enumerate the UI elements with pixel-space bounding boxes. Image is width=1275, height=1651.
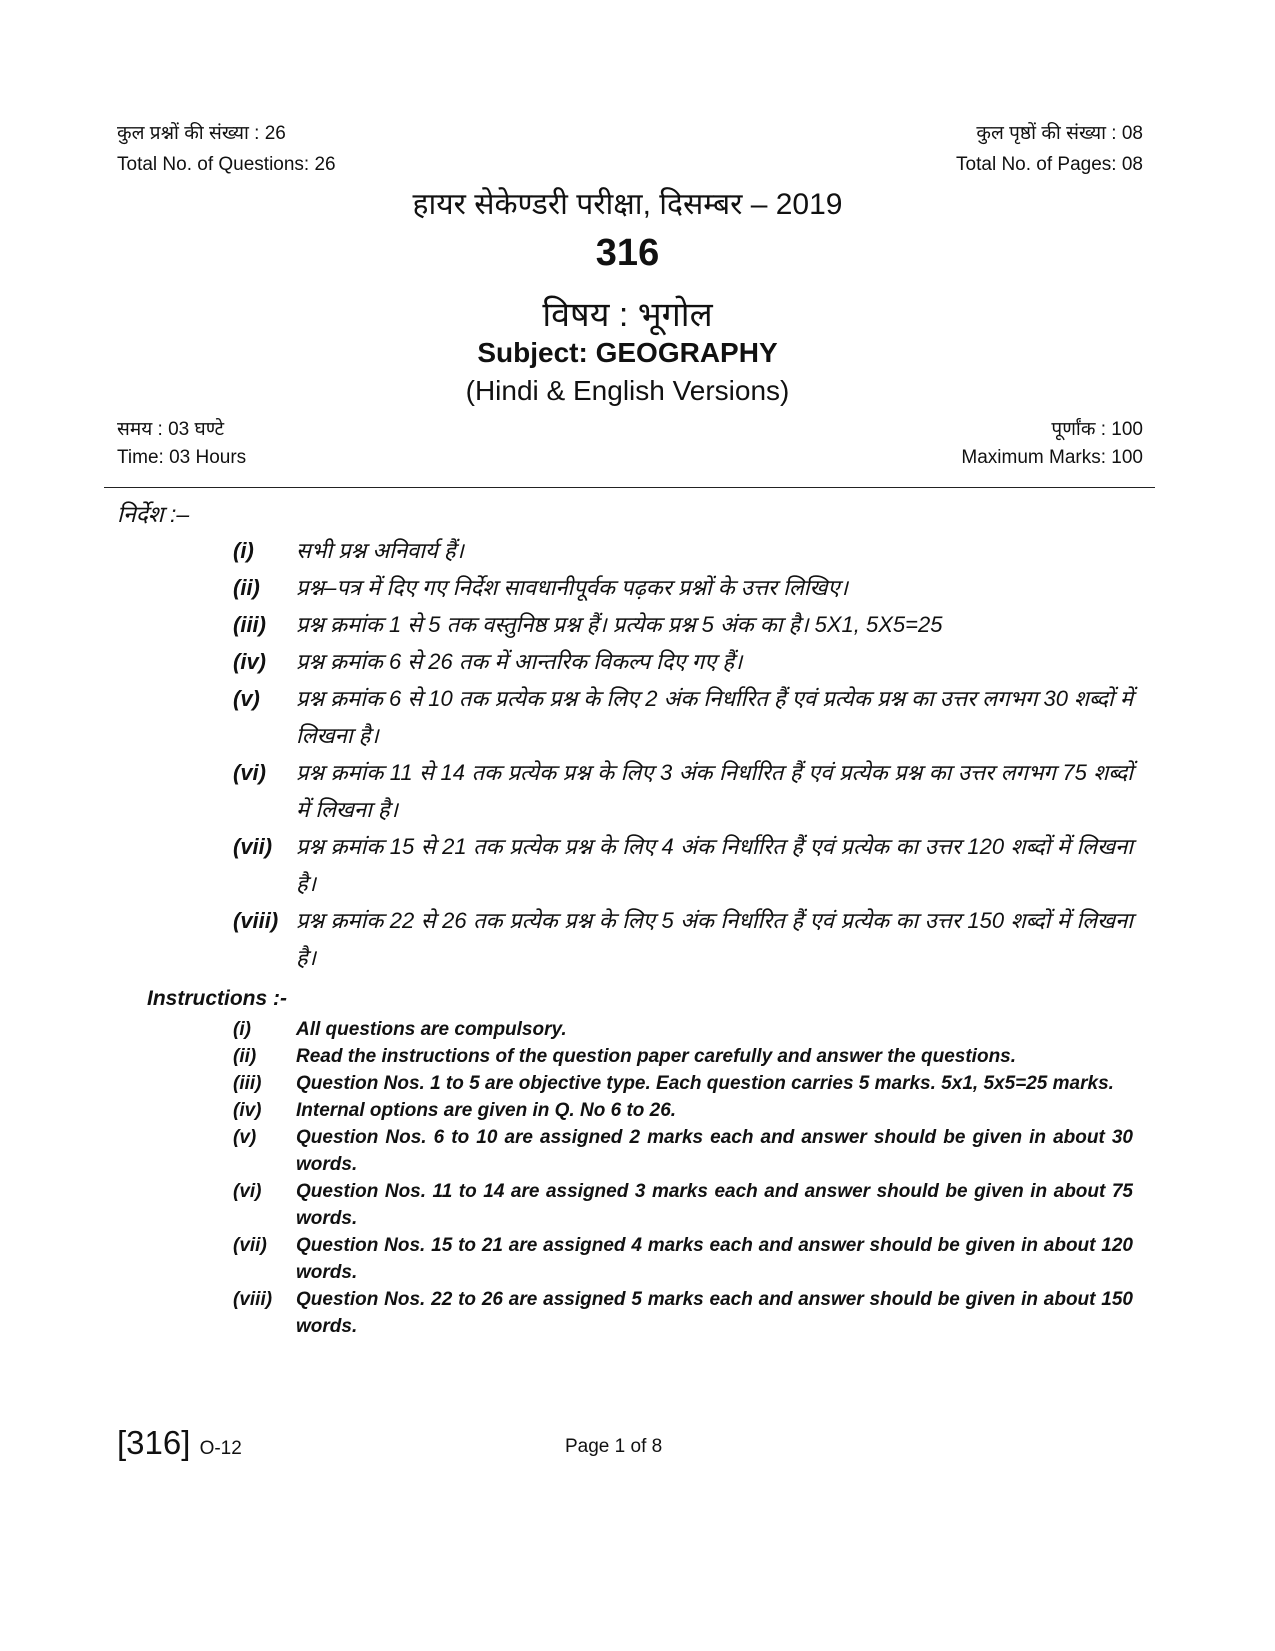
- item-number: (ii): [233, 575, 260, 600]
- footer-paper-code: [117, 1424, 242, 1462]
- item-number: (vii): [233, 834, 273, 859]
- question-count-english: Total No. of Questions: 26: [117, 154, 336, 175]
- item-number: (viii): [233, 908, 279, 933]
- item-text: सभी प्रश्न अनिवार्य हैं।: [296, 538, 464, 563]
- item-number: (vi): [233, 1181, 262, 1202]
- header-divider: [104, 487, 1155, 488]
- list-item: [233, 1070, 1133, 1097]
- marks-hindi: पूर्णांक : 100: [1051, 419, 1143, 440]
- list-item: [233, 1232, 1133, 1286]
- subject-hindi: विषय : भूगोल: [542, 296, 713, 334]
- item-number: (i): [233, 538, 254, 563]
- english-instructions-heading: Instructions :-: [147, 987, 287, 1010]
- versions-note: (Hindi & English Versions): [465, 375, 790, 406]
- list-item: [233, 1097, 1133, 1124]
- list-item: [233, 1124, 1133, 1178]
- item-number: (v): [233, 1127, 257, 1148]
- question-count-hindi: कुल प्रश्नों की संख्या : 26: [117, 123, 286, 144]
- item-number: (viii): [233, 1289, 273, 1310]
- paper-code: 316: [595, 232, 660, 274]
- question-count-block: [117, 118, 336, 180]
- item-text: All questions are compulsory.: [296, 1019, 567, 1040]
- time-english: Time: 03 Hours: [117, 447, 247, 468]
- list-item: [233, 680, 1133, 754]
- list-item: [233, 1178, 1133, 1232]
- footer-code-main: [316]: [117, 1424, 191, 1461]
- item-text: Question Nos. 11 to 14 are assigned 3 marks each and answer should be given in about 75 words.: [296, 1181, 1133, 1229]
- list-item: [233, 643, 1133, 680]
- list-item: [233, 532, 1133, 569]
- item-number: (iv): [233, 649, 266, 674]
- footer-code-sub: O-12: [199, 1438, 242, 1459]
- time-hindi: समय : 03 घण्टे: [117, 419, 225, 440]
- item-number: (vi): [233, 760, 266, 785]
- item-text: प्रश्न क्रमांक 15 से 21 तक प्रत्येक प्रश्न के लिए 4 अंक निर्धारित हैं एवं प्रत्येक का उत्तर 120 शब्दों में लिखना है।: [296, 834, 1133, 896]
- item-number: (v): [233, 686, 260, 711]
- list-item: [233, 606, 1133, 643]
- list-item: [233, 754, 1133, 828]
- list-item: [233, 902, 1133, 976]
- item-text: Question Nos. 22 to 26 are assigned 5 marks each and answer should be given in about 150 words.: [296, 1289, 1133, 1337]
- list-item: [233, 1043, 1133, 1070]
- marks-block: [961, 416, 1143, 472]
- english-instructions-list: [233, 1016, 1133, 1340]
- subject-english: Subject: GEOGRAPHY: [477, 337, 778, 368]
- item-number: (iv): [233, 1100, 262, 1121]
- item-text: Question Nos. 15 to 21 are assigned 4 marks each and answer should be given in about 120 words.: [296, 1235, 1133, 1283]
- item-text: Internal options are given in Q. No 6 to 26.: [296, 1100, 677, 1121]
- list-item: [233, 569, 1133, 606]
- marks-english: Maximum Marks: 100: [961, 447, 1143, 468]
- page-number: Page 1 of 8: [565, 1436, 663, 1457]
- page-count-english: Total No. of Pages: 08: [956, 154, 1143, 175]
- list-item: [233, 1016, 1133, 1043]
- time-block: [117, 416, 246, 472]
- hindi-instructions-heading: निर्देश :–: [117, 501, 190, 527]
- page-count-block: [956, 118, 1143, 180]
- item-text: प्रश्न–पत्र में दिए गए निर्देश सावधानीपूर्वक पढ़कर प्रश्नों के उत्तर लिखिए।: [296, 575, 848, 600]
- item-text: प्रश्न क्रमांक 6 से 10 तक प्रत्येक प्रश्न के लिए 2 अंक निर्धारित हैं एवं प्रत्येक प्रश्न का उत्तर लगभग 30 शब्दों में लिखना है।: [296, 686, 1133, 748]
- item-number: (ii): [233, 1046, 257, 1067]
- exam-title: हायर सेकेण्डरी परीक्षा, दिसम्बर – 2019: [412, 188, 843, 221]
- item-number: (iii): [233, 612, 266, 637]
- item-text: Question Nos. 1 to 5 are objective type. Each question carries 5 marks. 5x1, 5x5=25 marks.: [296, 1073, 1114, 1094]
- list-item: [233, 828, 1133, 902]
- item-text: प्रश्न क्रमांक 22 से 26 तक प्रत्येक प्रश्न के लिए 5 अंक निर्धारित हैं एवं प्रत्येक का उत्तर 150 शब्दों में लिखना है।: [296, 908, 1133, 970]
- item-text: प्रश्न क्रमांक 1 से 5 तक वस्तुनिष्ठ प्रश्न हैं। प्रत्येक प्रश्न 5 अंक का है। 5X1, 5X5=25: [296, 612, 943, 637]
- item-number: (i): [233, 1019, 251, 1040]
- item-text: प्रश्न क्रमांक 11 से 14 तक प्रत्येक प्रश्न के लिए 3 अंक निर्धारित हैं एवं प्रत्येक प्रश्न का उत्तर लगभग 75 शब्दों में लिखना है।: [296, 760, 1133, 822]
- item-text: Read the instructions of the question paper carefully and answer the questions.: [296, 1046, 1017, 1067]
- page-count-hindi: कुल पृष्ठों की संख्या : 08: [976, 123, 1143, 144]
- item-number: (vii): [233, 1235, 267, 1256]
- item-text: प्रश्न क्रमांक 6 से 26 तक में आन्तरिक विकल्प दिए गए हैं।: [296, 649, 743, 674]
- list-item: [233, 1286, 1133, 1340]
- item-number: (iii): [233, 1073, 262, 1094]
- item-text: Question Nos. 6 to 10 are assigned 2 marks each and answer should be given in about 30 words.: [296, 1127, 1133, 1175]
- hindi-instructions-list: [233, 532, 1133, 976]
